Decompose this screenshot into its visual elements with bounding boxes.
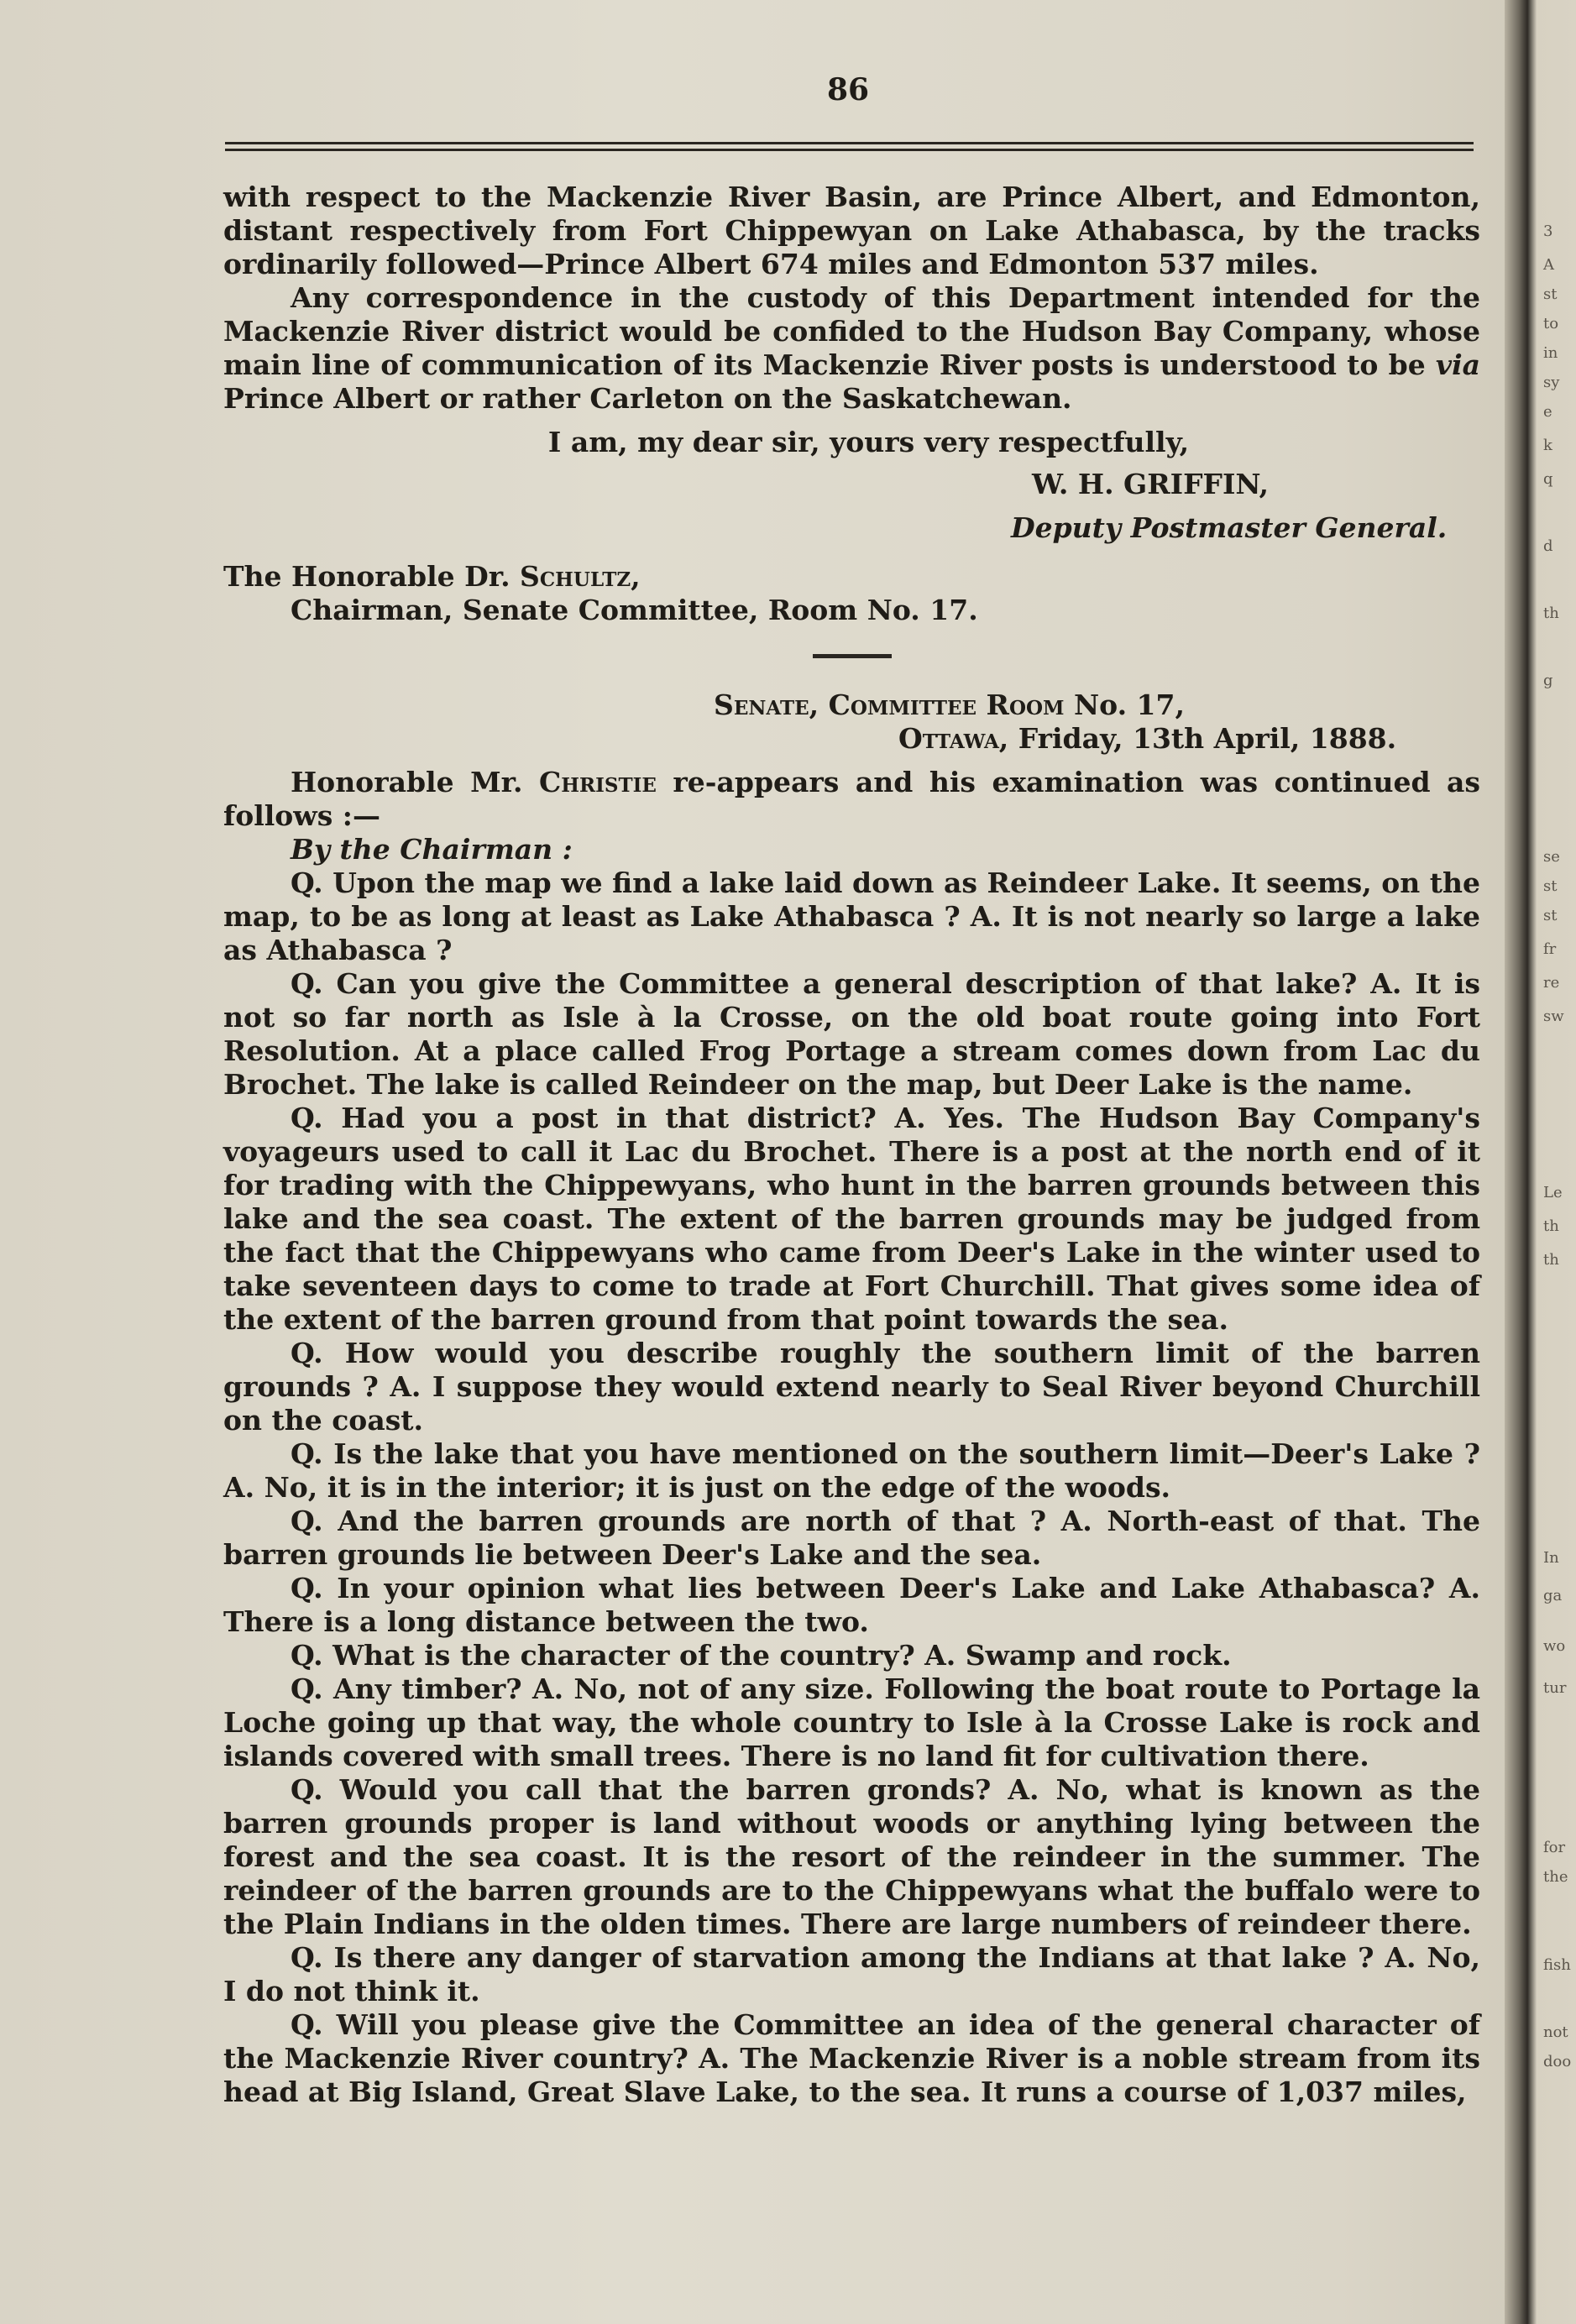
edge-fragment: e [1543, 403, 1552, 421]
edge-fragment: st [1543, 285, 1558, 303]
letter-signature: W. H. GRIFFIN, [1032, 468, 1269, 500]
intro-suffix: re-appears and his examination was continued as follows :— [223, 766, 1480, 832]
intro-prefix: Honorable Mr. [291, 766, 539, 798]
edge-fragment: not [1543, 2023, 1568, 2041]
edge-fragment: st [1543, 877, 1558, 895]
edge-fragment: in [1543, 344, 1558, 362]
qa-paragraph: Q. Is the lake that you have mentioned on the southern limit—Deer's Lake ? A. No, it is in the interior; it is just on the edge of the woods. [223, 1437, 1480, 1504]
edge-fragment: ga [1543, 1587, 1563, 1604]
edge-fragment: th [1543, 1251, 1559, 1269]
edge-fragment: to [1543, 315, 1559, 332]
letter-p2-text-end: Prince Albert or rather Carleton on the Saskatchewan. [223, 382, 1072, 415]
edge-fragment: the [1543, 1868, 1568, 1886]
edge-fragment: th [1543, 605, 1559, 622]
letter-addressee [223, 560, 1480, 594]
intro-name: Christie [539, 766, 657, 798]
letter-paragraph-1: with respect to the Mackenzie River Basin, are Prince Albert, and Edmonton, distant respectively from Fort Chippewyan on Lake Athabasca, by the tracks ordinarily followed—Prince Albert 674 miles and Edmonton 537 miles. [223, 181, 1480, 280]
qa-paragraph: Q. What is the character of the country? A. Swamp and rock. [291, 1639, 1232, 1672]
qa-paragraph: Q. How would you describe roughly the southern limit of the barren grounds ? A. I suppose they would extend nearly to Seal River beyond Churchill on the coast. [223, 1337, 1480, 1437]
qa-paragraph: Q. Had you a post in that district? A. Yes. The Hudson Bay Company's voyageurs used to call it Lac du Brochet. There is a post at the north end of it for trading with the Chippewyans, who hunt in the barren grounds between this lake and the sea coast. The extent of the barren grounds may be judged from the fact that the Chippewyans who came from Deer's Lake in the winter used to take seventeen days to come to trade at Fort Churchill. That gives some idea of the extent of the barren ground from that point towards the sea. [223, 1102, 1480, 1336]
session-header-room: Senate, Committee Room [714, 688, 1065, 721]
session-header-city: Ottawa, [898, 722, 1009, 755]
session-intro [223, 766, 1480, 833]
qa-list [223, 866, 1480, 2109]
session-header-room-no: No. 17, [1064, 688, 1185, 721]
edge-fragment: se [1543, 848, 1560, 866]
qa-paragraph: Q. Upon the map we find a lake laid down as Reindeer Lake. It seems, on the map, to be as long at least as Lake Athabasca ? A. It is not nearly so large a lake as Athabasca ? [223, 866, 1480, 966]
section-separator [813, 654, 892, 658]
edge-fragment: re [1543, 974, 1560, 992]
letter-addressee-line2: Chairman, Senate Committee, Room No. 17. [291, 594, 978, 626]
session-header-line2 [223, 722, 1480, 756]
page-number: 86 [826, 72, 870, 107]
qa-paragraph: Q. In your opinion what lies between Deer's Lake and Lake Athabasca? A. There is a long distance between the two. [223, 1572, 1480, 1638]
letter-closing: I am, my dear sir, yours very respectfully, [547, 426, 1190, 458]
letter-signature-title [223, 511, 1480, 545]
edge-fragment: fr [1543, 940, 1557, 958]
edge-fragment: st [1543, 907, 1558, 924]
edge-fragment: d [1543, 537, 1553, 555]
qa-paragraph: Q. Will you please give the Committee an idea of the general character of the Mackenzie River country? A. The Mackenzie River is a noble stream from its head at Big Island, Great Slave Lake, to the sea. It runs a course of 1,037 miles, [223, 2008, 1480, 2108]
by-chairman [223, 833, 1480, 866]
edge-fragment: In [1543, 1549, 1559, 1567]
edge-fragment: g [1543, 672, 1553, 689]
edge-fragment: th [1543, 1217, 1559, 1235]
edge-fragment: sy [1543, 374, 1560, 391]
edge-fragment: 3 [1543, 222, 1553, 240]
book-binding-edge [1505, 0, 1576, 2324]
session-header-date: Friday, 13th April, 1888. [1008, 722, 1397, 755]
edge-fragment: doo [1543, 2053, 1572, 2070]
addressee-name: Schultz, [520, 560, 641, 593]
qa-paragraph: Q. Would you call that the barren gronds? A. No, what is known as the barren grounds proper is land without woods or anything lying between the forest and the sea coast. It is the resort of the reindeer in the summer. The reindeer of the barren grounds are to the Chippewyans what the buffalo were to the Plain Indians in the olden times. There are large numbers of reindeer there. [223, 1773, 1480, 1940]
qa-paragraph: Q. Any timber? A. No, not of any size. Following the boat route to Portage la Loche going up that way, the whole country to Isle à la Crosse Lake is rock and islands covered with small trees. There is no land fit for cultivation there. [223, 1672, 1480, 1772]
addressee-prefix: The Honorable Dr. [223, 560, 521, 593]
edge-fragment: for [1543, 1839, 1566, 1856]
edge-fragment: Le [1543, 1184, 1563, 1201]
letter-p2-via: via [1435, 348, 1480, 381]
header-double-rule [225, 142, 1474, 151]
qa-paragraph: Q. Can you give the Committee a general description of that lake? A. It is not so far north as Isle à la Crosse, on the old boat route going into Fort Resolution. At a place called Frog Portage a stream comes down from Lac du Brochet. The lake is called Reindeer on the map, but Deer Lake is the name. [223, 967, 1480, 1101]
qa-paragraph: Q. Is there any danger of starvation among the Indians at that lake ? A. No, I do not think it. [223, 1941, 1480, 2007]
letter-p2-text: Any correspondence in the custody of this Department intended for the Mackenzie River district would be confided to the Hudson Bay Company, whose main line of communication of its Mackenzie River posts is understood to be [223, 281, 1480, 381]
edge-fragment: fish [1543, 1956, 1571, 1974]
edge-fragment: sw [1543, 1008, 1564, 1025]
edge-fragment: k [1543, 437, 1552, 454]
edge-fragment: A [1543, 256, 1554, 274]
edge-fragment: tur [1543, 1679, 1567, 1697]
session-header-line1 [223, 688, 1480, 722]
qa-paragraph: Q. And the barren grounds are north of that ? A. North-east of that. The barren grounds lie between Deer's Lake and the sea. [223, 1505, 1480, 1571]
letter-paragraph-2 [223, 281, 1480, 416]
page-body [223, 181, 1480, 2109]
edge-fragment: wo [1543, 1637, 1566, 1655]
edge-fragment: q [1543, 470, 1553, 488]
signature-title-text: Deputy Postmaster General. [1011, 511, 1448, 544]
by-chairman-text: By the Chairman : [291, 833, 573, 866]
